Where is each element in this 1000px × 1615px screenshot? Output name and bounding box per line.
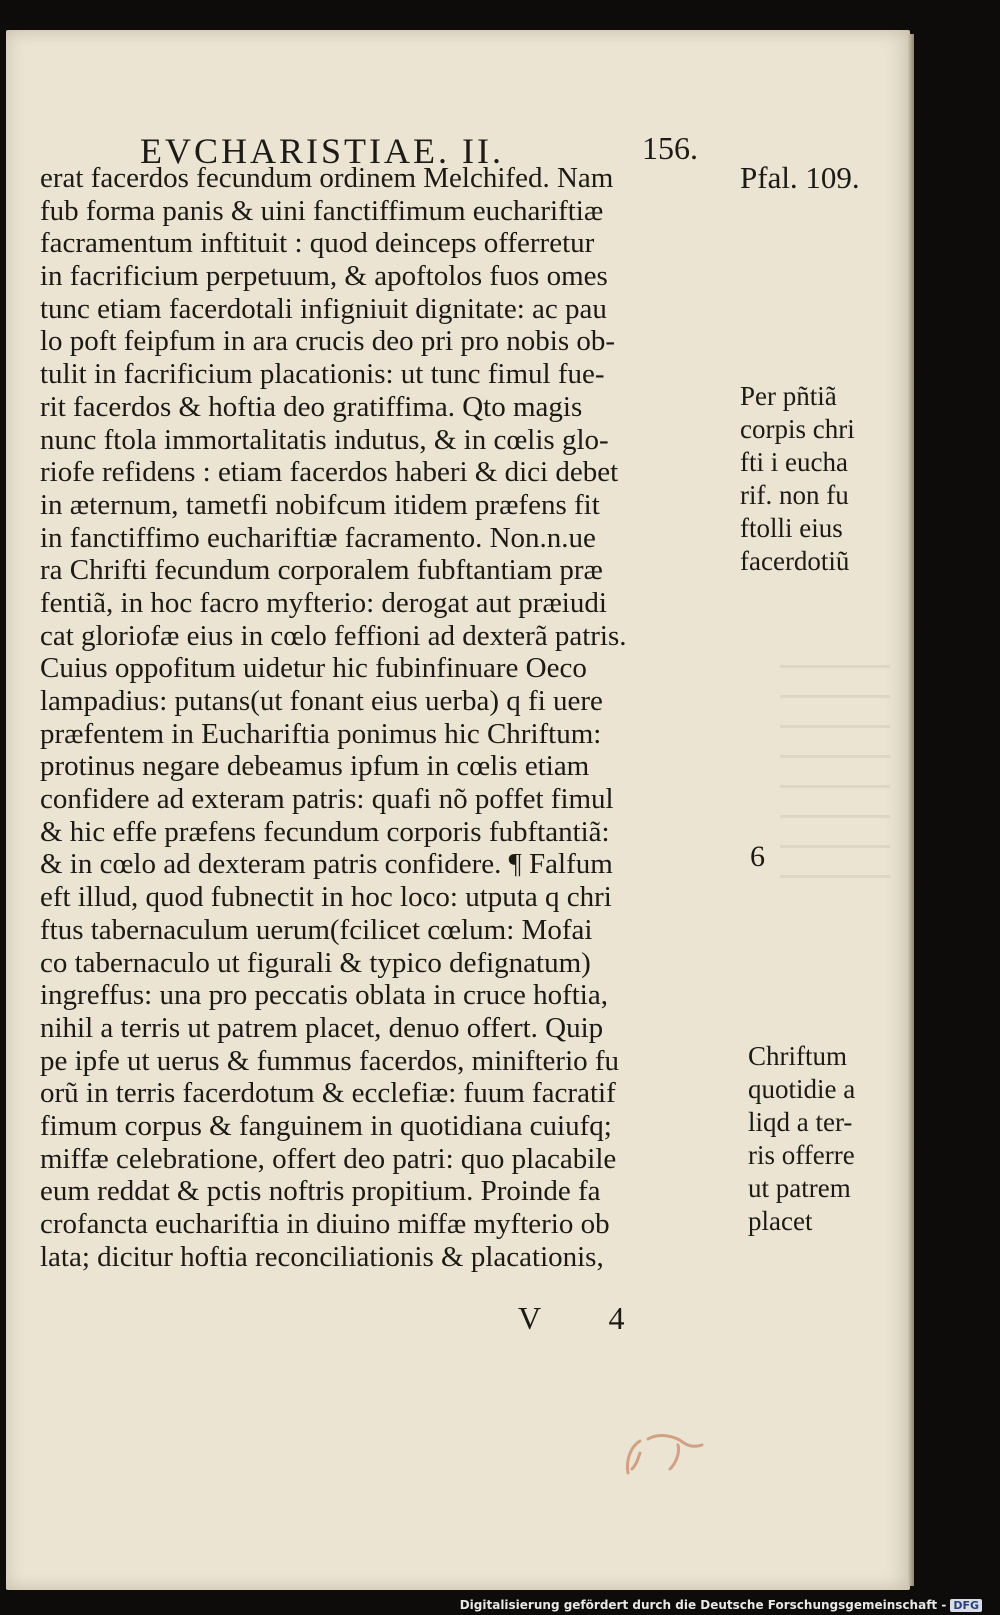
text-line: confidere ad exteram patris: quafi nõ poffet fimul bbox=[40, 783, 614, 816]
text-line: in facrificium perpetuum, & apoftolos fuos omes bbox=[40, 260, 608, 293]
text-line: lo poft feipfum in ara crucis deo pri pro nobis ob- bbox=[40, 325, 616, 358]
margin-line: placet bbox=[748, 1206, 813, 1236]
digitization-credit bbox=[460, 1598, 982, 1612]
dfg-logo: DFG bbox=[950, 1599, 982, 1612]
text-line: in æternum, tametfi nobifcum itidem præfens fit bbox=[40, 488, 600, 521]
text-line: riofe refidens : etiam facerdos haberi & dici debet bbox=[40, 456, 619, 489]
text-line: in fanctiffimo euchariftiæ facramento. Non.n.ue bbox=[40, 521, 596, 554]
text-line: erat facerdos fecundum ordinem Melchifed. Nam bbox=[40, 162, 614, 194]
text-line: Cuius oppofitum uidetur hic fubinfinuare Oeco bbox=[40, 652, 587, 685]
running-head: EVCHARISTIAE. II. bbox=[140, 131, 504, 171]
margin-line: ris offerre bbox=[748, 1140, 855, 1170]
margin-line: quotidie a bbox=[748, 1074, 856, 1104]
main-text-block bbox=[40, 162, 730, 1273]
margin-note-christum bbox=[748, 1040, 855, 1238]
text-line: fentiã, in hoc facro myfterio: derogat aut præiudi bbox=[40, 586, 607, 619]
page-edge bbox=[908, 34, 914, 1586]
credit-text: Digitalisierung gefördert durch die Deutsche Forschungsgemeinschaft - bbox=[459, 1598, 947, 1612]
text-line: ingreffus: una pro peccatis oblata in cruce hoftia, bbox=[40, 979, 608, 1012]
margin-line: ut patrem bbox=[748, 1173, 851, 1203]
text-line: tulit in facrificium placationis: ut tunc fimul fue- bbox=[40, 358, 605, 391]
text-line: nihil a terris ut patrem placet, denuo offert. Quip bbox=[40, 1011, 604, 1044]
margin-line: facerdotiũ bbox=[740, 546, 850, 576]
signature-mark: V 4 bbox=[518, 1300, 655, 1336]
text-line: & in cœlo ad dexteram patris confidere. ¶ Falfum bbox=[40, 848, 613, 881]
margin-line: Per pñtiã bbox=[740, 381, 837, 411]
text-line: co tabernaculo ut figurali & typico defignatum) bbox=[40, 946, 591, 979]
library-stamp-icon bbox=[618, 1425, 708, 1485]
margin-line: rif. non fu bbox=[740, 480, 849, 510]
text-line: fub forma panis & uini fanctiffimum euchariftiæ bbox=[40, 194, 604, 227]
margin-note-presence bbox=[740, 380, 855, 578]
text-line: pe ipfe ut uerus & fummus facerdos, minifterio fu bbox=[40, 1044, 620, 1077]
text-line: nunc ftola immortalitatis indutus, & in cœlis glo- bbox=[40, 423, 609, 456]
text-line: lata; dicitur hoftia reconciliationis & placationis, bbox=[40, 1240, 604, 1273]
margin-line: fti i eucha bbox=[740, 447, 848, 477]
text-line: & hic effe præfens fecundum corporis fubftantiã: bbox=[40, 815, 610, 848]
show-through-text bbox=[780, 665, 890, 885]
margin-line: liqd a ter- bbox=[748, 1107, 853, 1137]
text-line: rit facerdos & hoftia deo gratiffima. Qto magis bbox=[40, 390, 583, 423]
text-line: eum reddat & pctis noftris propitium. Proinde fa bbox=[40, 1175, 601, 1208]
margin-numeral: 6 bbox=[750, 840, 765, 873]
text-line: miffæ celebratione, offert deo patri: quo placabile bbox=[40, 1142, 617, 1175]
margin-line: corpis chri bbox=[740, 414, 855, 444]
margin-note-psalm: Pfal. 109. bbox=[740, 160, 860, 195]
text-line: cat gloriofæ eius in cœlo feffioni ad dexterã patris. bbox=[40, 619, 627, 652]
text-line: ftus tabernaculum uerum(fcilicet cœlum: Mofai bbox=[40, 913, 593, 946]
folio-number: 156. bbox=[642, 130, 698, 166]
margin-line: Chriftum bbox=[748, 1041, 847, 1071]
text-line: fimum corpus & fanguinem in quotidiana cuiufq; bbox=[40, 1109, 612, 1142]
text-line: eft illud, quod fubnectit in hoc loco: utputa q chri bbox=[40, 881, 612, 914]
text-line: præfentem in Euchariftia ponimus hic Chriftum: bbox=[40, 717, 602, 750]
text-line: tunc etiam facerdotali infigniuit dignitate: ac pau bbox=[40, 292, 607, 325]
text-line: facramentum inftituit : quod deinceps offerretur bbox=[40, 227, 595, 260]
margin-line: ftolli eius bbox=[740, 513, 843, 543]
text-line: crofancta euchariftia in diuino miffæ myfterio ob bbox=[40, 1208, 610, 1240]
text-line: lampadius: putans(ut fonant eius uerba) q fi uere bbox=[40, 685, 603, 717]
text-line: orũ in terris facerdotum & ecclefiæ: fuum facratif bbox=[40, 1077, 616, 1110]
text-line: protinus negare debeamus ipfum in cœlis etiam bbox=[40, 750, 590, 783]
text-line: ra Chrifti fecundum corporalem fubftantiam præ bbox=[40, 554, 603, 587]
